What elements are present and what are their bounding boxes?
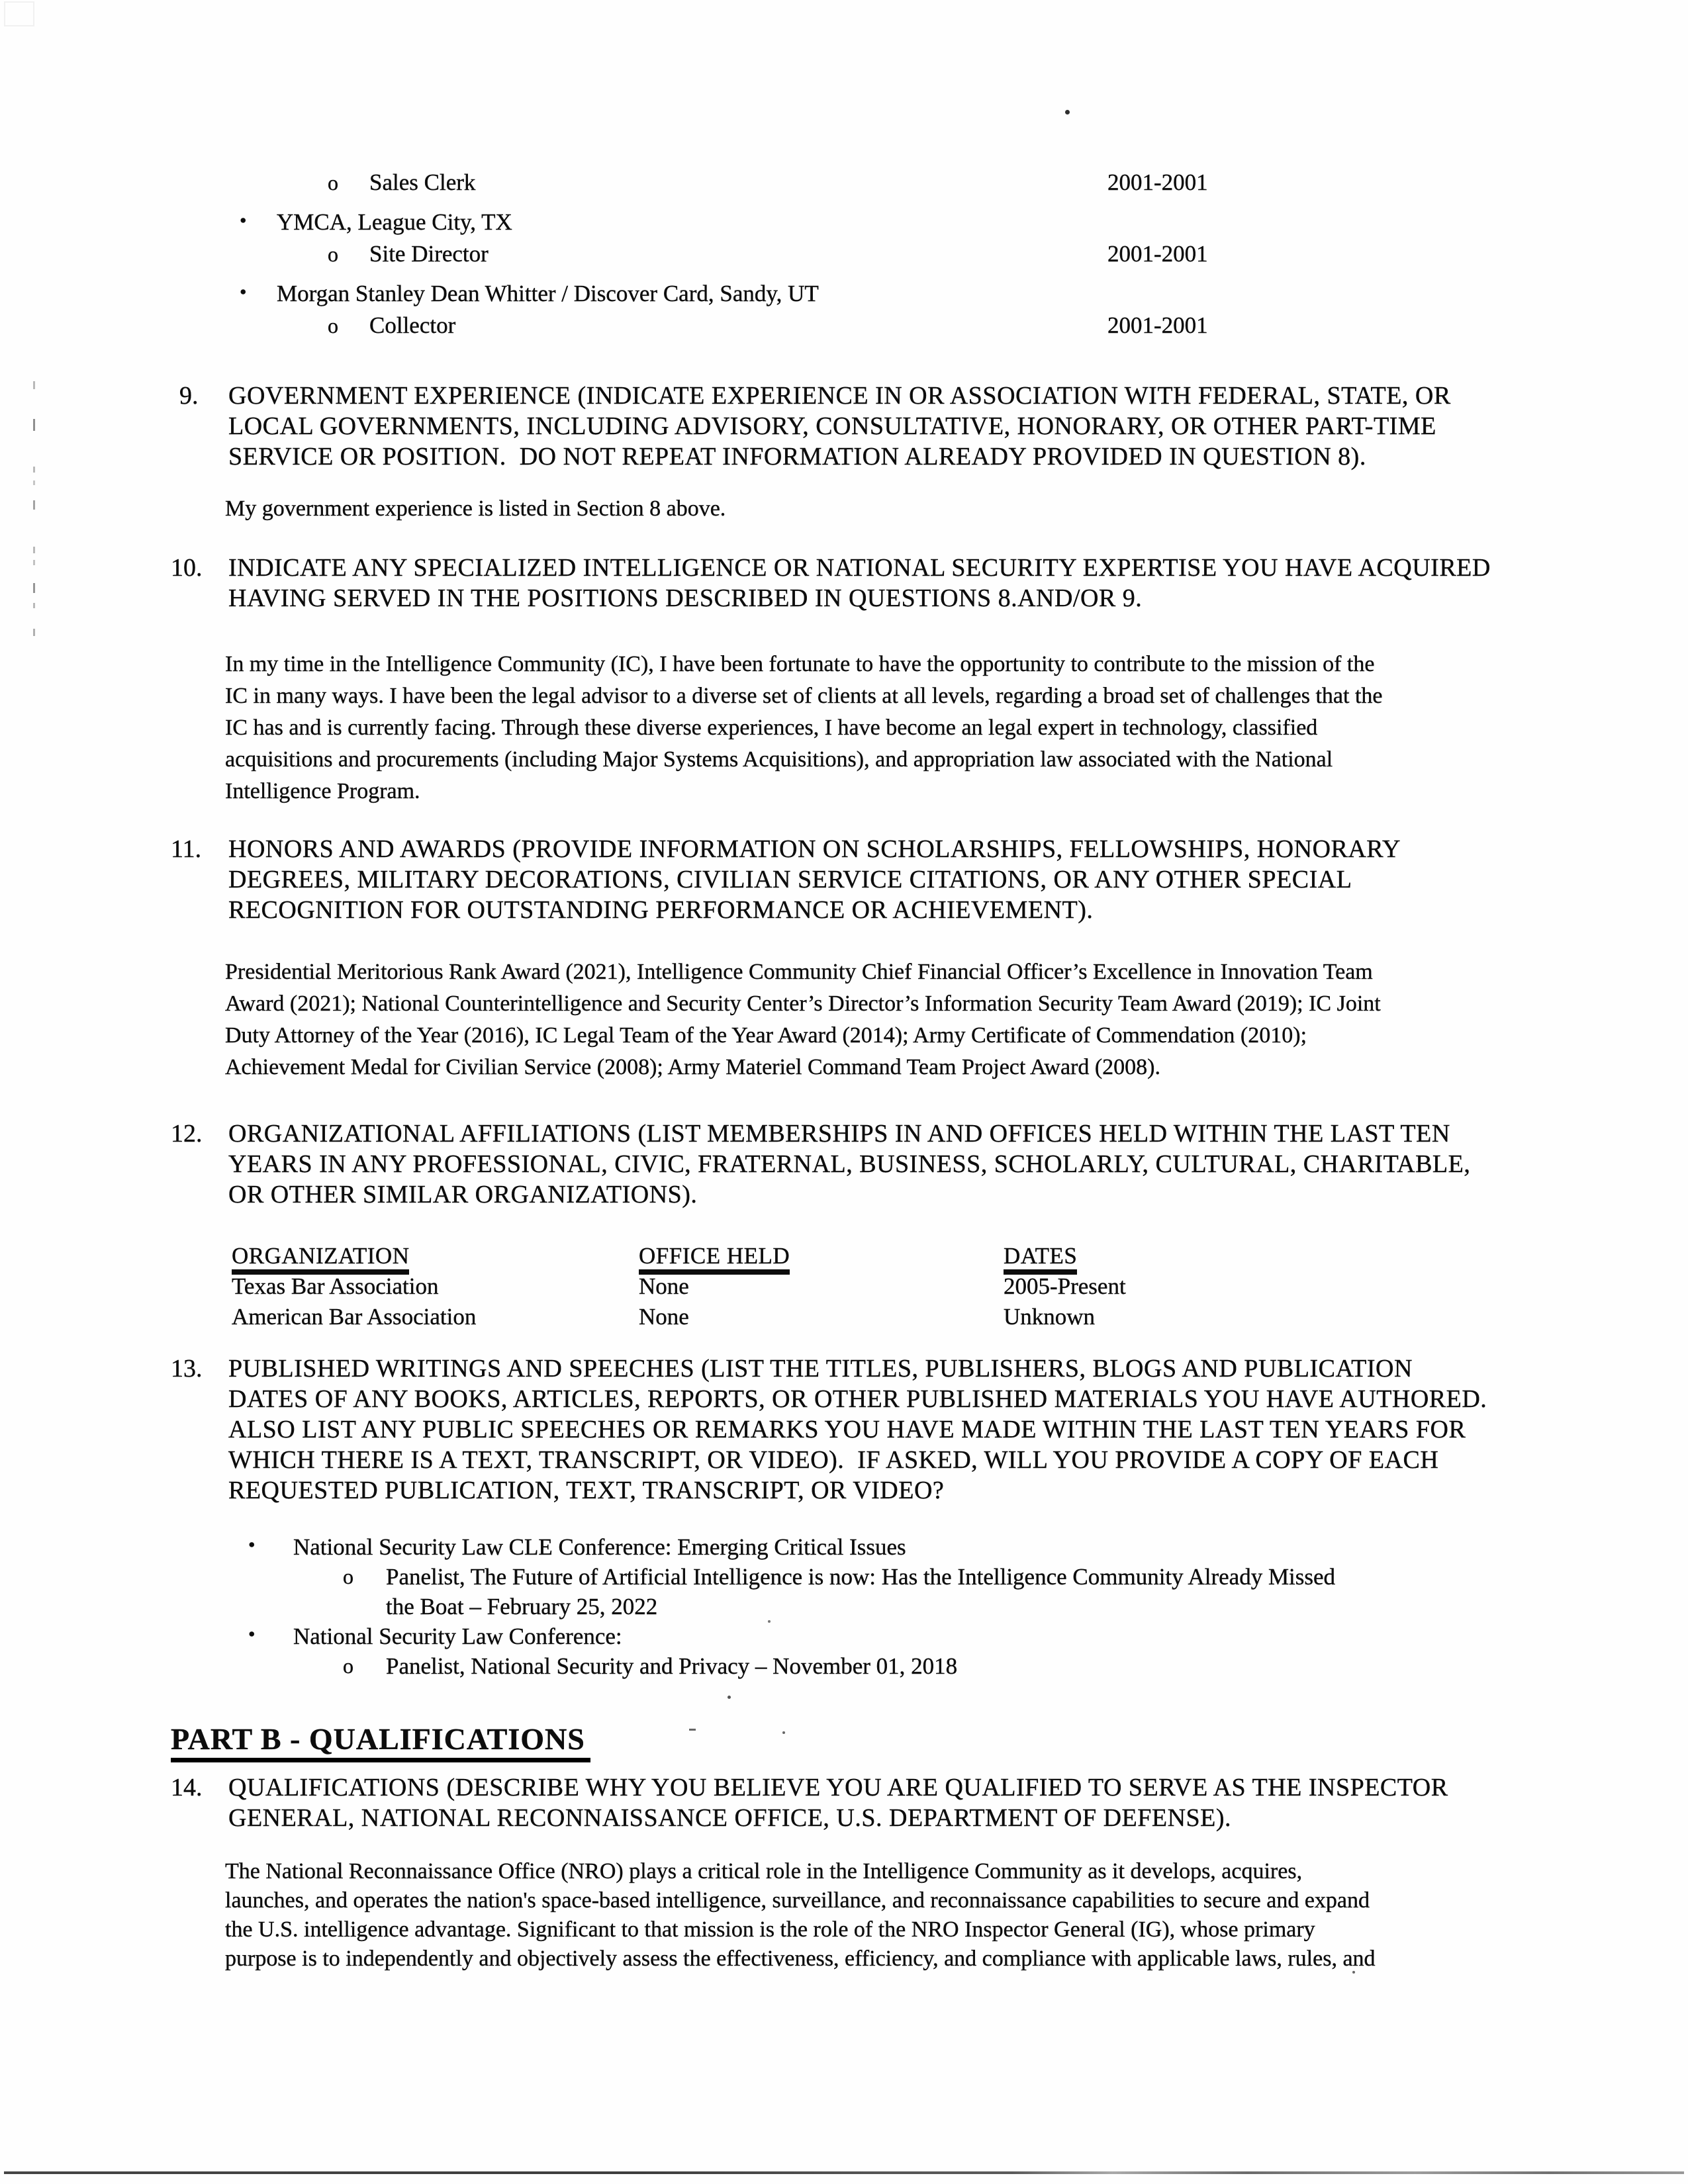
employment-item [171, 206, 1541, 238]
column-header-office-held: OFFICE HELD [639, 1243, 790, 1272]
table-row [171, 1271, 1541, 1302]
question-heading: PUBLISHED WRITINGS AND SPEECHES (LIST THE TITLES, PUBLISHERS, BLOGS AND PUBLICATION DATES OF ANY BOOKS, ARTICLES, REPORTS, OR OTHER PUBLISHED MATERIALS YOU HAVE AUTHORED. ALSO LIST ANY PUBLIC SPEECHES OR REMARKS YOU HAVE MADE WITHIN THE LAST TEN YEARS FOR WHICH THERE IS A TEXT, TRANSCRIPT, OR VIDEO). IF ASKED, WILL YOU PROVIDE A COPY OF EACH REQUESTED PUBLICATION, TEXT, TRANSCRIPT, OR VIDEO? [228, 1355, 1487, 1504]
office-held-cell: None [639, 1304, 689, 1330]
question-heading: GOVERNMENT EXPERIENCE (INDICATE EXPERIENCE IN OR ASSOCIATION WITH FEDERAL, STATE, OR LOCAL GOVERNMENTS, INCLUDING ADVISORY, CONSULTATIVE, HONORARY, OR OTHER PART-TIME SERVICE OR POSITION. DO NOT REPEAT INFORMATION ALREADY PROVIDED IN QUESTION 8). [228, 382, 1451, 471]
sub-bullet-icon: o [343, 1654, 353, 1678]
question-10 [171, 553, 1541, 614]
organization-cell: Texas Bar Association [232, 1273, 439, 1299]
employment-item [171, 310, 1541, 341]
speech-detail: Panelist, National Security and Privacy – November 01, 2018 [386, 1653, 958, 1679]
question-14 [171, 1772, 1541, 1833]
dates-cell: 2005-Present [1004, 1273, 1126, 1299]
question-13 [171, 1353, 1541, 1506]
office-held-cell: None [639, 1273, 689, 1299]
list-item [171, 1532, 1541, 1562]
question-number: 13. [171, 1355, 203, 1383]
sub-bullet-icon: o [328, 314, 338, 338]
employment-item [171, 238, 1541, 270]
document-body [171, 167, 1541, 1974]
page-bottom-edge-artifact [4, 2171, 1684, 2174]
question-9-answer: My government experience is listed in Section 8 above. [225, 496, 726, 521]
position-dates: 2001-2001 [1107, 312, 1208, 338]
question-number: 11. [171, 835, 202, 863]
part-b-heading-text: PART B - QUALIFICATIONS [171, 1722, 590, 1762]
question-number: 9. [179, 382, 199, 410]
question-14-answer: The National Reconnaissance Office (NRO) plays a critical role in the Intelligence Community as it develops, acquires, launches, and operates the nation's space-based intelligence, surveillance, and reconnaissance capabilities to secure and expand the U.S. intelligence advantage. Significant to that mission is the role of the NRO Inspector General (IG), whose primary purpose is to independently and objectively assess the effectiveness, efficiency, and compliance with applicable laws, rules, and [225, 1859, 1376, 1971]
bullet-icon: • [240, 210, 247, 232]
position-dates: 2001-2001 [1107, 169, 1208, 195]
sub-bullet-icon: o [328, 242, 338, 266]
position-dates: 2001-2001 [1107, 241, 1208, 267]
table-row [171, 1302, 1541, 1332]
speech-detail: Panelist, The Future of Artificial Intelligence is now: Has the Intelligence Community Already Missed the Boat – February 25, 2022 [386, 1564, 1336, 1619]
employment-item [171, 278, 1541, 310]
bullet-icon: • [248, 1623, 256, 1645]
question-10-answer: In my time in the Intelligence Community (IC), I have been fortunate to have the opportunity to contribute to the mission of the IC in many ways. I have been the legal advisor to a diverse set of clients at all levels, regarding a broad set of challenges that the IC has and is currently facing. Through these diverse experiences, I have become an legal expert in technology, classified acquisitions and procurements (including Major Systems Acquisitions), and appropriation law associated with the National Intelligence Program. [225, 652, 1383, 803]
question-number: 10. [171, 554, 203, 582]
speeches-list [171, 1532, 1541, 1681]
column-header-dates: DATES [1004, 1243, 1077, 1272]
dates-cell: Unknown [1004, 1304, 1096, 1330]
position-title: Sales Clerk [369, 169, 476, 195]
question-11-answer: Presidential Meritorious Rank Award (2021), Intelligence Community Chief Financial Officer’s Excellence in Innovation Team Award (2021); National Counterintelligence and Security Center’s Director’s Information Security Team Award (2019); IC Joint Duty Attorney of the Year (2016), IC Legal Team of the Year Award (2014); Army Certificate of Commendation (2010); Achievement Medal for Civilian Service (2008); Army Materiel Command Team Project Award (2008). [225, 960, 1381, 1079]
list-item [171, 1621, 1541, 1651]
employment-continuation-list [171, 167, 1541, 341]
organization-cell: American Bar Association [232, 1304, 477, 1330]
list-item [171, 1562, 1541, 1621]
bullet-icon: • [248, 1534, 256, 1556]
question-heading: INDICATE ANY SPECIALIZED INTELLIGENCE OR NATIONAL SECURITY EXPERTISE YOU HAVE ACQUIRED HAVING SERVED IN THE POSITIONS DESCRIBED IN QUESTIONS 8.AND/OR 9. [228, 554, 1491, 612]
bullet-icon: • [240, 281, 247, 303]
employer-name: YMCA, League City, TX [277, 209, 512, 235]
question-12 [171, 1118, 1541, 1210]
question-number: 14. [171, 1774, 203, 1801]
position-title: Site Director [369, 241, 489, 267]
position-title: Collector [369, 312, 456, 338]
part-b-heading [171, 1721, 1541, 1758]
question-11 [171, 834, 1541, 925]
question-9 [171, 381, 1541, 472]
scan-corner-artifact [4, 1, 34, 26]
list-item [171, 1651, 1541, 1681]
employer-name: Morgan Stanley Dean Whitter / Discover Card, Sandy, UT [277, 281, 819, 306]
sub-bullet-icon: o [343, 1565, 353, 1588]
question-heading: ORGANIZATIONAL AFFILIATIONS (LIST MEMBERSHIPS IN AND OFFICES HELD WITHIN THE LAST TEN YEARS IN ANY PROFESSIONAL, CIVIC, FRATERNAL, BUSINESS, SCHOLARLY, CULTURAL, CHARITABLE, OR OTHER SIMILAR ORGANIZATIONS). [228, 1120, 1471, 1208]
affiliations-table-header [171, 1241, 1541, 1271]
affiliations-table [171, 1241, 1541, 1332]
employment-item [171, 167, 1541, 199]
speech-conference: National Security Law CLE Conference: Emerging Critical Issues [293, 1534, 906, 1560]
column-header-organization: ORGANIZATION [232, 1243, 409, 1272]
sub-bullet-icon: o [328, 171, 338, 195]
question-heading: QUALIFICATIONS (DESCRIBE WHY YOU BELIEVE YOU ARE QUALIFIED TO SERVE AS THE INSPECTOR GENERAL, NATIONAL RECONNAISSANCE OFFICE, U.S. DEPARTMENT OF DEFENSE). [228, 1774, 1448, 1832]
question-number: 12. [171, 1120, 203, 1148]
speech-conference: National Security Law Conference: [293, 1623, 622, 1649]
question-heading: HONORS AND AWARDS (PROVIDE INFORMATION ON SCHOLARSHIPS, FELLOWSHIPS, HONORARY DEGREES, MILITARY DECORATIONS, CIVILIAN SERVICE CITATIONS, OR ANY OTHER SPECIAL RECOGNITION FOR OUTSTANDING PERFORMANCE OR ACHIEVEMENT). [228, 835, 1401, 924]
